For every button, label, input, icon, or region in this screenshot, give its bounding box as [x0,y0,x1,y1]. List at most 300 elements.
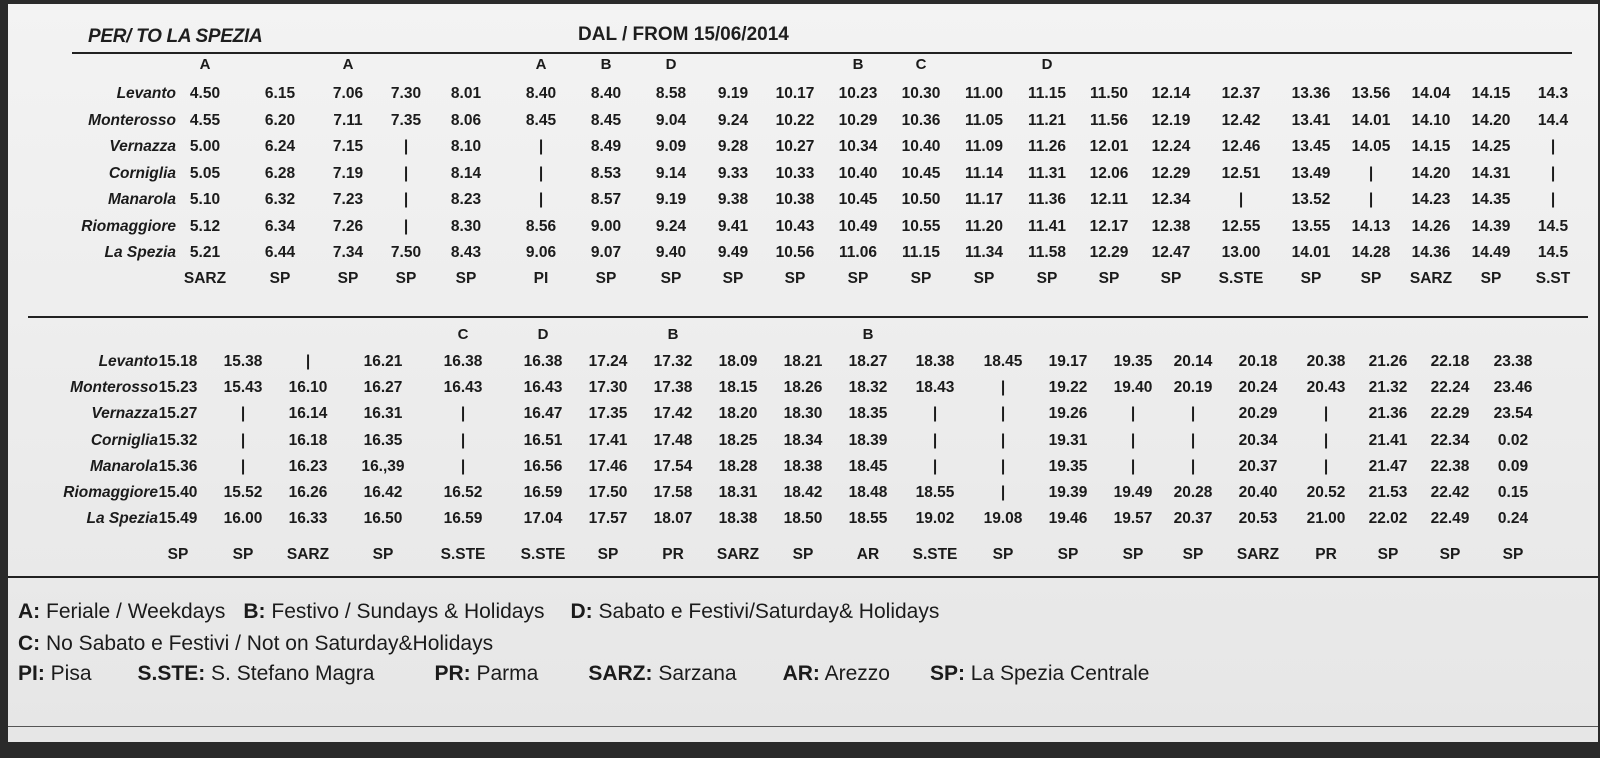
departure-time: 10.40 [838,164,878,182]
station-name: Manarola [89,457,158,475]
legend-code: D: [570,600,593,623]
departure-time: 13.45 [1291,138,1331,155]
departure-time: 10.55 [901,217,941,235]
departure-time: 10.38 [775,191,815,208]
legend-code: SP: [929,662,965,685]
departure-time: 7.30 [390,85,422,102]
destination-code: SARZ [716,546,760,563]
departure-time: 0.02 [1497,431,1529,449]
departure-time: 5.05 [189,164,221,182]
departure-time: 20.37 [1238,457,1278,475]
departure-time: | [403,217,409,235]
destination-code: SP [595,270,617,287]
departure-time: 18.31 [718,484,758,501]
departure-time: 21.41 [1368,431,1408,449]
departure-time: 8.06 [450,111,482,129]
departure-time: 4.50 [189,85,221,102]
departure-time: 22.49 [1430,510,1470,528]
departure-time: 17.41 [588,431,628,449]
departure-time: 14.15 [1471,85,1511,102]
departure-time: 16.18 [288,431,328,449]
destination-code: SP [1480,270,1502,287]
departure-time: 16.10 [288,379,328,397]
departure-time: 6.44 [264,244,296,261]
departure-time: 9.19 [717,85,749,102]
departure-time: 16.00 [223,510,263,528]
departure-time: 18.27 [848,353,888,370]
legend-item [434,662,538,686]
destination-code: SP [167,546,189,563]
destination-code: SP [1439,546,1461,563]
legend-text: Festivo / Sundays & Holidays [265,600,545,623]
departure-time: 17.42 [653,405,693,423]
departure-time: 4.55 [189,111,221,129]
departure-time: 19.35 [1048,457,1088,475]
departure-time: 22.34 [1430,431,1470,449]
departure-time: 11.17 [965,191,1003,208]
departure-time: 11.36 [1028,191,1066,208]
destination-code: SP [597,546,619,563]
departure-time: 15.27 [158,405,198,423]
legend-text: S. Stefano Magra [205,662,375,685]
legend-item [783,662,890,686]
departure-time: 9.24 [655,217,687,235]
departure-time: 20.24 [1238,379,1278,397]
departure-time: 8.57 [590,191,622,208]
station-name: Corniglia [90,431,158,449]
departure-time: 14.5 [1537,244,1569,261]
departure-time: 19.46 [1048,510,1088,528]
service-note: A [342,56,354,73]
departure-time: 23.54 [1493,405,1533,423]
departure-time: 15.52 [223,484,263,501]
departure-time: 14.28 [1351,244,1391,261]
destination-code: S.STE [520,546,566,563]
departure-time: 11.31 [1028,164,1066,182]
departure-time: 10.29 [838,111,878,129]
departure-time: | [1000,484,1006,501]
destination-code: SARZ [183,270,227,287]
departure-time: 8.40 [525,85,557,102]
departure-time: 15.36 [158,457,198,475]
station-name: Vernazza [91,405,158,423]
departure-time: | [1368,191,1374,208]
departure-time: 19.26 [1048,405,1088,423]
departure-time: 16.47 [523,405,563,423]
departure-time: 18.35 [848,405,888,423]
legend-item [18,662,92,686]
departure-time: 17.57 [588,510,628,528]
legend-item [18,600,225,624]
destination-code: SP [992,546,1014,563]
timetable-sheet [8,4,1598,742]
legend-code: PI: [18,662,45,685]
departure-time: 18.50 [783,510,823,528]
departure-time: 9.24 [717,111,749,129]
destination-code: SP [1300,270,1322,287]
station-name: Riomaggiore [81,217,176,235]
departure-time: 18.39 [848,431,888,449]
departure-time: | [1323,405,1329,423]
departure-time: 14.04 [1411,85,1451,102]
destination-code: PR [662,546,684,563]
departure-time: 11.14 [965,164,1003,182]
departure-time: 11.58 [1028,244,1066,261]
departure-time: 14.05 [1351,138,1391,155]
destination-code: SP [232,546,254,563]
legend-item [138,662,375,686]
departure-time: 19.17 [1048,353,1088,370]
departure-time: 9.06 [525,244,557,261]
departure-time: 7.15 [332,138,364,155]
legend-text: Pisa [44,662,92,685]
departure-time: 5.00 [189,138,221,155]
departure-time: 6.20 [264,111,296,129]
departure-time: 9.04 [655,111,687,129]
departure-time: 18.15 [718,379,758,397]
departure-time: 18.55 [848,510,888,528]
departure-time: 14.20 [1471,111,1511,129]
departure-time: 8.43 [450,244,482,261]
departure-time: 9.41 [717,217,749,235]
service-note: A [199,56,211,73]
departure-time: 10.56 [775,244,815,261]
departure-time: 10.40 [901,138,941,155]
legend-item [18,632,493,656]
departure-time: | [403,138,409,155]
departure-time: | [932,431,938,449]
departure-time: | [1323,431,1329,449]
destination-code: SP [784,270,806,287]
departure-time: 16.31 [363,405,403,423]
departure-time: 8.49 [590,138,622,155]
departure-time: 10.43 [775,217,815,235]
departure-time: 18.43 [915,379,955,397]
departure-time: 20.38 [1306,353,1346,370]
departure-time: 9.00 [590,217,622,235]
service-note: D [665,56,677,73]
station-name: La Spezia [104,244,176,261]
departure-time: 20.40 [1238,484,1278,501]
departure-time: 15.32 [158,431,198,449]
departure-time: 20.52 [1306,484,1346,501]
departure-time: 14.01 [1351,111,1391,129]
departure-time: 14.35 [1471,191,1511,208]
legend-text: Sabato e Festivi/Saturday& Holidays [592,600,940,623]
departure-time: | [1000,405,1006,423]
departure-time: 16.33 [288,510,328,528]
departure-time: 14.39 [1471,217,1511,235]
departure-time: 16.35 [363,431,403,449]
departure-time: 17.48 [653,431,693,449]
legend-text: Sarzana [652,662,737,685]
departure-time: 18.07 [653,510,693,528]
departure-time: 15.49 [158,510,198,528]
departure-time: 12.42 [1221,111,1261,129]
departure-time: 11.21 [1028,111,1066,129]
departure-time: 17.38 [653,379,693,397]
departure-time: 22.18 [1430,353,1470,370]
departure-time: 13.41 [1291,111,1331,129]
departure-time: 8.58 [655,85,687,102]
departure-time: 14.20 [1411,164,1451,182]
legend-code: SARZ: [588,662,653,685]
departure-time: 10.27 [775,138,815,155]
destination-code: SP [1122,546,1144,563]
destination-code: AR [856,546,880,563]
destination-code: SP [455,270,477,287]
departure-time: 11.00 [965,85,1003,102]
page-title: PER/ TO LA SPEZIA [88,26,263,47]
departure-time: 19.22 [1048,379,1088,397]
departure-time: 14.23 [1411,191,1451,208]
departure-time: | [460,457,466,475]
departure-time: 16.50 [363,510,403,528]
departure-time: | [1550,191,1556,208]
departure-time: 12.38 [1151,217,1191,235]
destination-code: SP [1502,546,1524,563]
departure-time: 13.55 [1291,217,1331,235]
departure-time: | [1190,431,1196,449]
departure-time: 17.32 [653,353,693,370]
departure-time: 15.43 [223,379,263,397]
departure-time: 13.49 [1291,164,1331,182]
departure-time: 19.40 [1113,379,1153,397]
departure-time: 9.28 [717,138,749,155]
departure-time: 13.36 [1291,85,1331,102]
departure-time: 15.38 [223,353,263,370]
departure-time: 18.55 [915,484,955,501]
departure-time: | [460,405,466,423]
departure-time: 9.38 [717,191,749,208]
destination-code: PI [533,270,549,287]
departure-time: 18.38 [783,457,823,475]
destination-code: SARZ [1409,270,1453,287]
departure-time: 6.32 [264,191,296,208]
destination-code: SP [722,270,744,287]
departure-time: 17.24 [588,353,628,370]
departure-time: | [1000,379,1006,397]
departure-time: 12.47 [1151,244,1191,261]
top-divider [72,52,1572,54]
departure-time: | [932,405,938,423]
departure-time: 11.20 [965,217,1003,235]
departure-time: 16.,39 [361,457,405,475]
departure-time: | [403,164,409,182]
departure-time: 8.23 [450,191,482,208]
departure-time: 18.45 [848,457,888,475]
destination-code: SP [1036,270,1058,287]
departure-time: 22.02 [1368,510,1408,528]
departure-time: | [932,457,938,475]
departure-time: 12.11 [1090,191,1128,208]
departure-time: 18.30 [783,405,823,423]
departure-time: 14.10 [1411,111,1451,129]
departure-time: 18.34 [783,431,823,449]
departure-time: 12.01 [1089,138,1129,155]
departure-time: 16.38 [523,353,563,370]
departure-time: 16.21 [363,353,403,370]
destination-code: SP [1182,546,1204,563]
destination-code: S.ST [1535,270,1571,287]
destination-code: SP [847,270,869,287]
legend-line-2 [18,632,493,656]
service-note: D [1041,56,1053,73]
departure-time: 16.56 [523,457,563,475]
service-note: B [667,326,679,343]
departure-time: 0.24 [1497,510,1529,528]
departure-time: 18.45 [983,353,1023,370]
departure-time: | [1550,138,1556,155]
departure-time: 0.09 [1497,457,1529,475]
departure-time: 20.18 [1238,353,1278,370]
departure-time: 8.10 [450,138,482,155]
footer-divider [8,726,1598,727]
departure-time: 21.36 [1368,405,1408,423]
departure-time: 10.49 [838,217,878,235]
legend-text: No Sabato e Festivi / Not on Saturday&Holidays [40,632,494,655]
destination-code: SP [660,270,682,287]
destination-code: SP [1098,270,1120,287]
departure-time: 11.50 [1090,85,1128,102]
departure-time: 16.14 [288,405,328,423]
departure-time: 20.53 [1238,510,1278,528]
departure-time: 14.5 [1537,217,1569,235]
departure-time: 21.47 [1368,457,1408,475]
departure-time: | [1130,431,1136,449]
legend-item [930,662,1149,686]
legend-code: B: [243,600,266,623]
departure-time: 21.53 [1368,484,1408,501]
departure-time: 14.36 [1411,244,1451,261]
service-note: C [915,56,927,73]
departure-time: | [538,191,544,208]
departure-time: 18.09 [718,353,758,370]
departure-time: | [460,431,466,449]
departure-time: 21.26 [1368,353,1408,370]
destination-code: SP [372,546,394,563]
departure-time: 20.14 [1173,353,1213,370]
departure-time: 15.40 [158,484,198,501]
departure-time: 16.26 [288,484,328,501]
legend-text: Arezzo [819,662,890,685]
destination-code: SARZ [1236,546,1280,563]
legend-text: Parma [470,662,539,685]
departure-time: 7.35 [390,111,422,129]
departure-time: 17.46 [588,457,628,475]
departure-time: 16.52 [443,484,483,501]
departure-time: 14.15 [1411,138,1451,155]
departure-time: 8.56 [525,217,557,235]
departure-time: 8.45 [525,111,557,129]
departure-time: 16.43 [443,379,483,397]
departure-time: 6.28 [264,164,296,182]
legend-item [588,662,736,686]
departure-time: 22.29 [1430,405,1470,423]
destination-code: SP [1360,270,1382,287]
destination-code: PR [1315,546,1337,563]
destination-code: SP [1160,270,1182,287]
departure-time: 7.50 [390,244,422,261]
departure-time: 7.06 [332,85,364,102]
departure-time: 18.20 [718,405,758,423]
departure-time: 21.00 [1306,510,1346,528]
departure-time: 10.17 [775,85,815,102]
departure-time: | [1323,457,1329,475]
departure-time: 14.25 [1471,138,1511,155]
station-name: Levanto [98,353,158,370]
departure-time: 10.45 [901,164,941,182]
destination-code: S.STE [440,546,486,563]
departure-time: 11.05 [965,111,1003,129]
departure-time: 18.38 [718,510,758,528]
departure-time: 5.21 [189,244,221,261]
departure-time: 12.17 [1089,217,1129,235]
departure-time: 11.09 [965,138,1003,155]
middle-divider [28,316,1588,318]
departure-time: 16.38 [443,353,483,370]
departure-time: 11.26 [1028,138,1066,155]
departure-time: 17.54 [653,457,693,475]
departure-time: | [240,405,246,423]
departure-time: 11.56 [1090,111,1128,129]
departure-time: 8.01 [450,85,482,102]
departure-time: 9.33 [717,164,749,182]
departure-time: 11.15 [1028,85,1066,102]
departure-time: 18.25 [718,431,758,449]
departure-time: 13.52 [1291,191,1331,208]
departure-time: 15.18 [158,353,198,370]
departure-time: 9.07 [590,244,622,261]
departure-time: 20.37 [1173,510,1213,528]
departure-time: 6.34 [264,217,296,235]
departure-time: 10.30 [901,85,941,102]
departure-time: 11.41 [1028,217,1066,235]
departure-time: 20.19 [1173,379,1213,397]
departure-time: 10.23 [838,85,878,102]
departure-time: 9.19 [655,191,687,208]
service-note: A [535,56,547,73]
departure-time: 9.09 [655,138,687,155]
departure-time: 12.19 [1151,111,1191,129]
departure-time: 16.59 [523,484,563,501]
departure-time: | [403,191,409,208]
departure-time: | [538,138,544,155]
departure-time: 17.50 [588,484,628,501]
departure-time: 23.38 [1493,353,1533,370]
destination-code: SP [1057,546,1079,563]
departure-time: 22.42 [1430,484,1470,501]
departure-time: 7.19 [332,164,364,182]
departure-time: 8.45 [590,111,622,129]
service-note: B [862,326,874,343]
legend-item [243,600,544,624]
departure-time: 12.46 [1221,138,1261,155]
station-name: Levanto [116,85,176,102]
departure-time: 12.55 [1221,217,1261,235]
departure-time: | [1238,191,1244,208]
service-note: D [537,326,549,343]
departure-time: 10.50 [901,191,941,208]
legend-code: C: [18,632,41,655]
departure-time: 14.31 [1471,164,1511,182]
departure-time: 16.27 [363,379,403,397]
destination-code: S.STE [912,546,958,563]
departure-time: 8.14 [450,164,482,182]
departure-time: 7.23 [332,191,364,208]
legend-code: S.STE: [137,662,206,685]
departure-time: 10.22 [775,111,815,129]
